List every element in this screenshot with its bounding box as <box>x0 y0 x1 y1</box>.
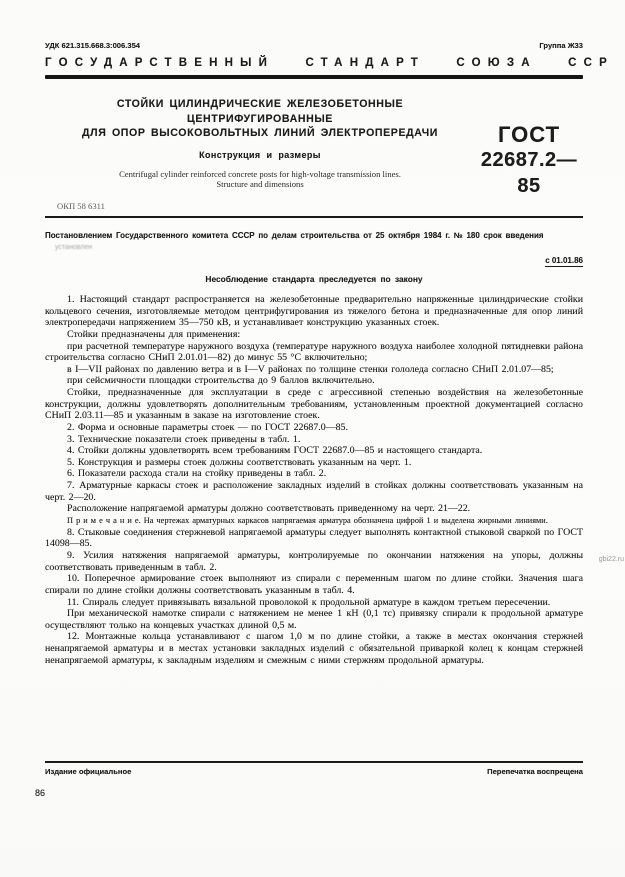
gost-number: 22687.2—85 <box>480 149 578 197</box>
scan-watermark: gbi22.ru <box>598 556 624 563</box>
paragraph-1: 1. Настоящий стандарт распространяется на железобетонные предварительно напряженные цилиндрические стойки кольцевого сечения, изготовляемые методом центрифугирования из тяжелого бетона и предназначенные для опор линий электропередачи напряжением 35—750 кВ, и устанавливает конструкцию указанных стоек. <box>45 294 583 329</box>
paragraph-8: 3. Технические показатели стоек приведены в табл. 1. <box>67 433 301 445</box>
thin-divider <box>45 216 583 218</box>
title-column <box>45 97 475 199</box>
paragraph-13: Расположение напрягаемой арматуры должно соответствовать приведенному на черт. 21—22. <box>67 503 471 515</box>
footer-row <box>45 767 583 776</box>
thick-divider <box>45 75 583 79</box>
paragraph-12: 7. Арматурные каркасы стоек и расположение закладных изделий в стойках должны соответствовать указанным на черт. 2—20. <box>45 480 583 503</box>
title-english <box>45 169 475 190</box>
effective-date-value: с 01.01.86 <box>545 256 583 265</box>
title-english-line-1: Centrifugal cylinder reinforced concrete posts for high-voltage transmission lines. <box>119 168 401 179</box>
paragraph-15: 8. Стыковые соединения стержневой напрягаемой арматуры следует выполнять контактной стыковой сваркой по ГОСТ 14098—85. <box>45 526 583 550</box>
paragraph-18: 11. Спираль следует привязывать вязальной проволокой к продольной арматуре в каждом третьем пересечении. <box>67 596 551 608</box>
gost-designation <box>475 123 583 199</box>
note-paragraph: П р и м е ч а н и е. На чертежах арматурных каркасов напрягаемая арматура обозначена цифрой 1 и выделена жирными линиями. <box>67 515 548 525</box>
paragraph-11: 6. Показатели расхода стали на стойку приведены в табл. 2. <box>67 468 327 480</box>
decree-text: Постановлением Государственного комитета СССР по делам строительства от 25 октября 1984 г. № 180 срок введения <box>45 231 544 240</box>
paragraph-7: 2. Форма и основные параметры стоек — по ГОСТ 22687.0—85. <box>67 421 348 433</box>
title-block <box>45 97 583 199</box>
group-code: Группа Ж33 <box>539 41 583 50</box>
paragraph-4: в I—VII районах по давлению ветра и в I—V районах по толщине стенки гололеда согласно СНиП 2.01.07—85; <box>67 363 554 375</box>
standard-body <box>45 294 583 666</box>
title-line-2: ЦЕНТРИФУГИРОВАННЫЕ <box>187 112 333 125</box>
paragraph-2: Стойки предназначены для применения: <box>67 328 241 340</box>
paragraph-10: 5. Конструкция и размеры стоек должны соответствовать указанным на черт. 1. <box>67 456 412 468</box>
official-edition-label: Издание официальное <box>45 767 132 776</box>
title-line-1: СТОЙКИ ЦИЛИНДРИЧЕСКИЕ ЖЕЛЕЗОБЕТОННЫЕ <box>116 98 404 110</box>
classification-row <box>45 41 583 50</box>
title-line-3: ДЛЯ ОПОР ВЫСОКОВОЛЬТНЫХ ЛИНИЙ ЭЛЕКТРОПЕРЕДАЧИ <box>82 127 438 139</box>
paragraph-19: При механической намотке спирали с натяжением не менее 1 кН (0,1 тс) привязку спирали к продольной арматуре осуществляют только на концевых участках длиной 0,5 м. <box>45 608 583 631</box>
udk-code: УДК 621.315.668.3:006.354 <box>45 41 141 50</box>
paragraph-16: 9. Усилия натяжения напрягаемой арматуры, контролируемые по окончании натяжения на упоры, должны соответствовать приведенным в табл. 2. <box>45 550 583 573</box>
title-subtitle: Конструкция и размеры <box>199 149 321 160</box>
gost-label: ГОСТ <box>497 122 561 147</box>
paragraph-3: при расчетной температуре наружного воздуха (температуре наружного воздуха наиболее холодной пятидневки района строительства согласно СНиП 2.01.01—82) до минус 55 °С включительно; <box>45 340 583 364</box>
law-notice: Несоблюдение стандарта преследуется по закону <box>205 274 423 284</box>
paragraph-17: 10. Поперечное армирование стоек выполняют из спирали с переменным шагом по длине стойки. Значения шага спирали по длине стойки должны соответствовать указанным в табл. 4. <box>45 573 583 596</box>
paragraph-9: 4. Стойки должны удовлетворять всем требованиям ГОСТ 22687.0—85 и настоящего стандарта. <box>67 445 483 457</box>
paragraph-5: при сейсмичности площадки строительства до 9 баллов включительно. <box>67 375 375 387</box>
paragraph-6: Стойки, предназначенные для эксплуатации в среде с агрессивной степенью воздействия на железобетонные конструкции, должны удовлетворять дополнительным требованиям, установленным проектной документацией согласно СНиП 2.03.11—85 и указанным в заказе на изготовление стоек. <box>45 387 583 422</box>
state-standard-banner: ГОСУДАРСТВЕННЫЙ СТАНДАРТ СОЮЗА ССР <box>45 57 615 69</box>
okp-code: ОКП 58 6311 <box>57 201 105 211</box>
reprint-prohibited-label: Перепечатка воспрещена <box>487 767 583 776</box>
decree-text-faded: установлен <box>55 244 93 251</box>
paragraph-20: 12. Монтажные кольца устанавливают с шагом 1,0 м по длине стойки, а также в местах окончания стержней ненапрягаемой арматуры и в местах установки закладных изделий с обязательной приваркой колец к концам стержней ненапрягаемой арматуры, к закладным изделиям и смежным с ними стержням продольной арматуры. <box>45 631 583 666</box>
footer-divider <box>45 761 583 763</box>
effective-date <box>45 256 583 265</box>
title-english-line-2: Structure and dimensions <box>216 179 304 189</box>
page-number: 86 <box>35 788 46 798</box>
